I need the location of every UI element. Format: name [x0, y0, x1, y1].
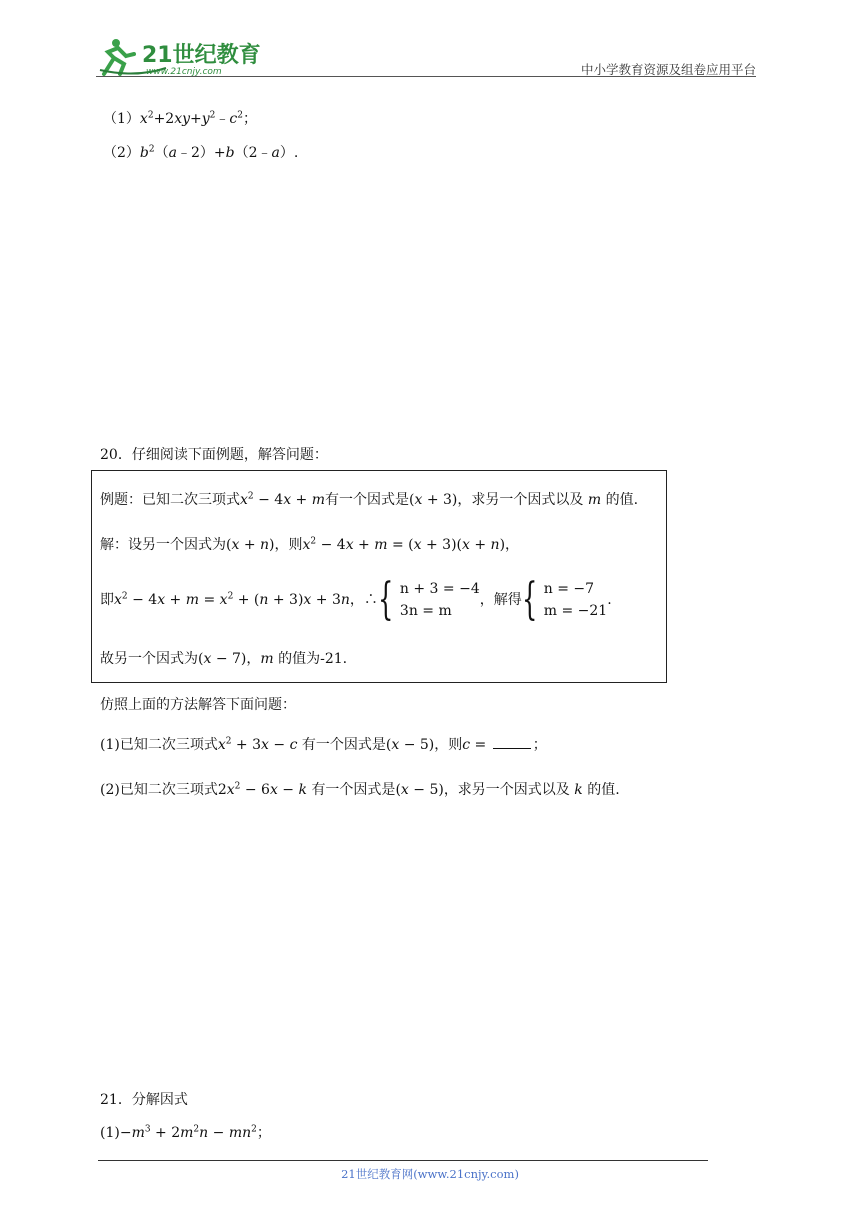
q19-part1: $(1)x^2+2xy+y^2﹣c^2$；	[103, 110, 257, 127]
solution-conclusion: 故另一个因式为(x − 7)，m 的值为-21.	[100, 651, 348, 667]
system-solution: n = −7 m = −21	[543, 581, 608, 619]
solution-steps: 即$x^2 - 4x + m = x^2 + (n + 3)x + 3n$，∴{ n + 3 = −4 3n = m，解得{ n = −7 m = −21.	[100, 574, 612, 625]
q19-part2: $(2)b^2(a﹣2)+b(2﹣a)$.	[103, 144, 299, 161]
site-logo	[96, 34, 266, 78]
q20-instruction: 仿照上面的方法解答下面问题：	[100, 697, 296, 713]
svg-text:www.21cnjy.com: www.21cnjy.com	[146, 67, 222, 77]
header-divider	[96, 76, 756, 77]
system-equations-1: n + 3 = −4 3n = m	[399, 581, 480, 619]
answer-blank[interactable]	[493, 736, 531, 749]
svg-text:21世纪教育: 21世纪教育	[142, 43, 261, 68]
q20-title: 20．仔细阅读下面例题，解答问题：	[100, 447, 328, 463]
q21-part1: $(1)-m^3 + 2m^2n - mn^2$；	[100, 1124, 271, 1141]
q20-part2: (2)已知二次三项式$2x^2 - 6x - k$ 有一个因式是(x − 5)，求另一个因式以及 k 的值.	[100, 781, 620, 798]
example-statement: 例题：已知二次三项式$x^2 - 4x + m$有一个因式是(x + 3)，求另一个因式以及 m 的值.	[100, 491, 639, 508]
footer-text: 21世纪教育网(www.21cnjy.com)	[341, 1167, 519, 1181]
footer-divider	[98, 1160, 708, 1161]
q20-part1: (1)已知二次三项式$x^2 + 3x - c$ 有一个因式是(x − 5)，则c = ；	[100, 736, 547, 753]
q21-title: 21．分解因式	[100, 1092, 188, 1108]
site-name: 中小学教育资源及组卷应用平台	[580, 62, 756, 77]
solution-setup: 解：设另一个因式为(x + n)，则$x^2 - 4x + m = (x + 3)(x + n)$，	[100, 536, 520, 553]
